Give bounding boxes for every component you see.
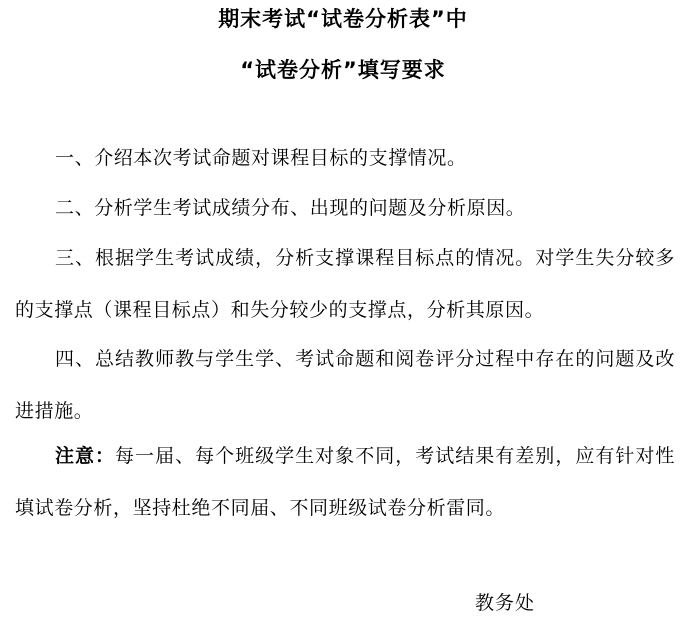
signature-office: 教务处	[475, 592, 536, 614]
requirement-item-3: 三、根据学生考试成绩，分析支撑课程目标点的情况。对学生失分较多的支撑点（课程目标点）和失分较少的支撑点，分析其原因。	[15, 247, 675, 321]
note-paragraph	[15, 430, 675, 534]
note-text: 每一届、每个班级学生对象不同，考试结果有差别，应有针对性填试卷分析，坚持杜绝不同届、不同班级试卷分析雷同。	[15, 445, 675, 519]
requirement-item-4: 四、总结教师教与学生学、考试命题和阅卷评分过程中存在的问题及改进措施。	[15, 348, 675, 422]
requirement-item-1: 一、介绍本次考试命题对课程目标的支撑情况。	[55, 147, 467, 169]
title-line-2: “试卷分析”填写要求	[240, 58, 446, 82]
requirement-item-2: 二、分析学生考试成绩分布、出现的问题及分析原因。	[55, 197, 526, 219]
title-line-1: 期末考试“试卷分析表”中	[218, 7, 468, 31]
note-label: 注意：	[55, 445, 116, 467]
